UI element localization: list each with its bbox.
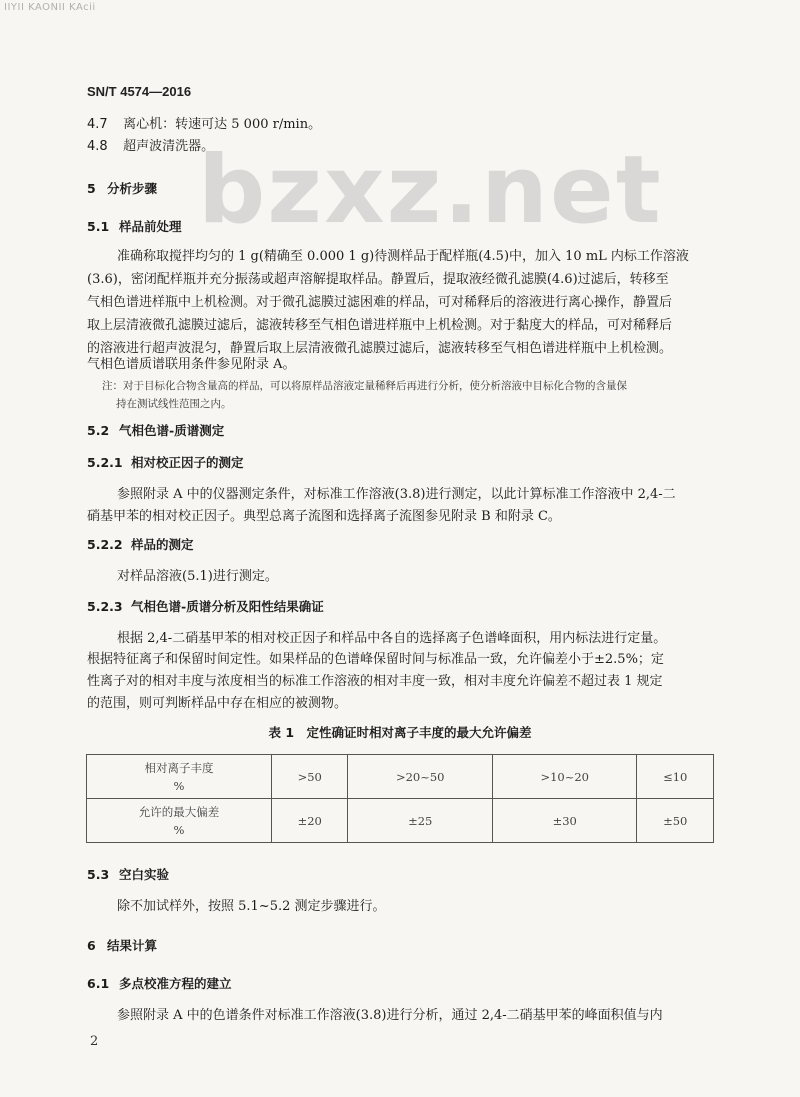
section-heading: 6 结果计算 <box>87 938 158 953</box>
table-cell: ±30 <box>492 799 637 843</box>
section-heading: 5.3 空白实验 <box>87 867 170 882</box>
table-cell: ±25 <box>348 799 493 843</box>
document-page: IIYII KAONII KAcii SN/T 4574—2016 bzxz.net 4.7 离心机：转速可达 5 000 r/min。 4.8 超声波清洗器。 5 分析步骤 5.1 样品前处理 准确称取搅拌均匀的 1 g(精确至 0.000 1 g)待测样品于配样瓶(4.5)中，加入 10 mL 内标工作溶液 (3.6)，密闭配样瓶并充分振荡或超声溶解提取样品。静置后，提取液经微孔滤膜(4.6)过滤后，转移至 气相色谱进样瓶中上机检测。对于微孔滤膜过滤困难的样品，可对稀释后的溶液进行离心操作，静置后 取上层清液微孔滤膜过滤后，滤液转移至气相色谱进样瓶中上机检测。对于黏度大的样品，可对稀释后 的溶液进行超声波混匀，静置后取上层清液微孔滤膜过滤后，滤液转移至气相色谱进样瓶中上机检测。 气相色谱质谱联用条件参见附录 A。 注：对于目标化合物含量高的样品，可以将原样品溶液定量稀释后再进行分析，使分析溶液中目标化合物的含量保 持在测试线性范围之内。 5.2 气相色谱-质谱测定 5.2.1 相对校正因子的测定 参照附录 A 中的仪器测定条件，对标准工作溶液(3.8)进行测定，以此计算标准工作溶液中 2,4-二 硝基甲苯的相对校正因子。典型总离子流图和选择离子流图参见附录 B 和附录 C。 5.2.2 样品的测定 对样品溶液(5.1)进行测定。 5.2.3 气相色谱-质谱分析及阳性结果确证 根据 2,4-二硝基甲苯的相对校正因子和样品中各自的选择离子色谱峰面积，用内标法进行定量。 根据特征离子和保留时间定性。如果样品的色谱峰保留时间与标准品一致，允许偏差小于±2.5%；定 性离子对的相对丰度与浓度相当的标准工作溶液的相对丰度一致，相对丰度允许偏差不超过表 1 规定 的范围，则可判断样品中存在相应的被测物。 表 1 定性确证时相对离子丰度的最大允许偏差 相对离子丰度 % >50 >20~50 >10~20 ≤10 允许的最大偏差 % ±20 ±25 ±30 ±50 5.3 空白实验 除不加试样外，按照 5.1~5.2 测定步骤进行。 6 结果计算 6.1 多点校准方程的建立 参照附录 A 中的色谱条件对标准工作溶液(3.8)进行分析，通过 2,4-二硝基甲苯的峰面积值与内 2 <box>0 0 800 1097</box>
table-cell: ±20 <box>272 799 348 843</box>
table-row <box>87 799 714 843</box>
section-heading: 5.1 样品前处理 <box>87 219 182 234</box>
table-caption: 表 1 定性确证时相对离子丰度的最大允许偏差 <box>268 725 532 740</box>
section-heading: 5 分析步骤 <box>87 181 158 196</box>
table-row-header: 允许的最大偏差 % <box>87 799 272 843</box>
paragraph-5-3: 除不加试样外，按照 5.1~5.2 测定步骤进行。 <box>117 899 386 914</box>
table-cell: >20~50 <box>348 755 493 799</box>
watermark: bzxz.net <box>198 136 663 245</box>
section-heading: 6.1 多点校准方程的建立 <box>87 976 232 991</box>
table-cell: >50 <box>272 755 348 799</box>
list-item: 4.8 超声波清洗器。 <box>87 139 215 154</box>
table-row <box>87 755 714 799</box>
table-cell: ≤10 <box>637 755 714 799</box>
top-scan-mark: IIYII KAONII KAcii <box>4 2 96 13</box>
list-item: 4.7 离心机：转速可达 5 000 r/min。 <box>87 117 322 132</box>
section-heading: 5.2 气相色谱-质谱测定 <box>87 423 225 438</box>
section-heading: 5.2.3 气相色谱-质谱分析及阳性结果确证 <box>87 599 324 614</box>
standard-number: SN/T 4574—2016 <box>87 84 192 99</box>
paragraph-5-2-2: 对样品溶液(5.1)进行测定。 <box>117 569 278 584</box>
section-heading: 5.2.2 样品的测定 <box>87 537 194 552</box>
table-row-header: 相对离子丰度 % <box>87 755 272 799</box>
page-number: 2 <box>90 1034 99 1049</box>
deviation-table <box>86 754 714 843</box>
table-cell: >10~20 <box>492 755 637 799</box>
section-heading: 5.2.1 相对校正因子的测定 <box>87 455 244 470</box>
paragraph-6-1: 参照附录 A 中的色谱条件对标准工作溶液(3.8)进行分析，通过 2,4-二硝基甲苯的峰面积值与内 <box>117 1008 663 1023</box>
table-cell: ±50 <box>637 799 714 843</box>
